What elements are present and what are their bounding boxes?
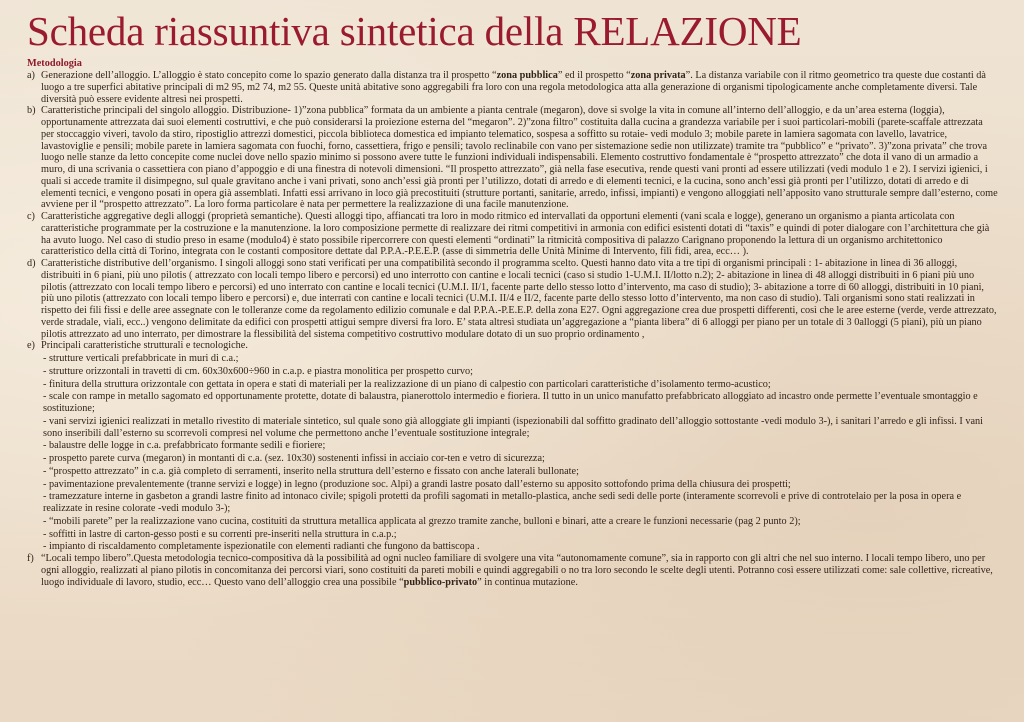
document-title: Scheda riassuntiva sintetica della RELAZIONE — [27, 8, 802, 54]
section-marker: a) — [27, 70, 35, 81]
emphasis-pubblico-privato: pubblico-privato — [403, 576, 478, 588]
section-e-intro: Principali caratteristiche strutturali e tecnologiche. — [41, 340, 248, 352]
text-run: ”. La distanza variabile con il ritmo geometrico tra queste due costanti dà luogo a tre superfici abitative principali di m2 95, m2 74, m2 55. Queste unità abitative sono aggregabili fra loro con una regola metodologica atta alla generazione di organismi tipologicamente anche completamente diversi. Tale diversità può essere evidente altresì nei prospetti. — [41, 70, 986, 105]
section-a — [27, 70, 998, 105]
list-item: - scale con rampe in metallo sagomato ed opportunamente protette, dotate di balaustra, pianerottolo intermedio e fioriera. Il tutto in un unico manufatto prefabbricato alloggiato ad incastro onde permette l’eventuale smontaggio e sostituzione; — [43, 391, 978, 414]
emphasis-zona-privata: zona privata — [630, 70, 686, 81]
section-heading: Metodologia — [27, 58, 82, 69]
list-item: - finitura della struttura orizzontale con gettata in opera e stati di materiali per la realizzazione di un piano di calpestio con particolari caratteristiche d’isolamento termo-acustico; — [43, 378, 771, 390]
emphasis-zona-pubblica: zona pubblica — [496, 70, 558, 81]
list-item: - tramezzature interne in gasbeton a grandi lastre finito ad intonaco civile; spigoli protetti da profili sagomati in metallo-plastica, anche sedi sedi delle porte (interamente scorrevoli e prive di controtelaio per la posa in opera e realizzate in resine colorate -vedi modulo 3-); — [43, 491, 962, 514]
text-run: ” in continua mutazione. — [477, 576, 578, 588]
text-run: ” ed il prospetto “ — [557, 70, 631, 81]
section-d-text: Caratteristiche distributive dell’organismo. I singoli alloggi sono stati verificati per una compatibilità secondo il programma scelto. Questi hanno dato vita a tre tipi di organismi principali : 1- abitazione in linea di 36 alloggi, distribuiti in 6 piani, più uno pilotis ( attrezzato con locali tempo libero e percorsi) ed uno interrotto con cantine e locali tecnici (caso si studio 1-U.M.I. II/lotto n.2); 2- abitazione in linea di 48 alloggi distribuiti in 6 piani più uno pilotis (attrezzato con locali tempo libero e percorsi) ed uno interrato con cantine e locali tecnici (U.M.I. II/1, facente parte dello stesso lotto d’intervento, ma caso di studio); 3- abitazione a torre di 60 alloggi, distribuiti in 10 piani, più uno pilotis (attrezzato con locali tempo libero e percorsi) e, due interrati con cantine e locali tecnici (U.M.I. II/4 e II/2, facente parte dello stesso lotto d’intervento, ma non caso di studio). Tali organismi sono stati realizzati in rispetto dei fili fissi e delle aree assegnate con le tolleranze come da regolamento edilizio comunale e dal P.P.A.-P.E.E.P. della zona E27. Ogni aggregazione crea due prospetti differenti, così che le aree esterne (verde, verde attrezzato, verde stradale, viali, ecc..) vengono delimitate da edifici con prospetti attigui sempre diversi fra loro. E’ stata altresì studiata un’aggregazione a “pianta libera” di 6 alloggi per piano per un totale di 3 0alloggi (5 piani), più un piano pilotis attrezzato ad uno interrato, per dimostrare la flessibilità del sistema competitivo costruttivo modulare dotato di un suo proprio ordinamento , — [41, 258, 997, 340]
list-item: - impianto di riscaldamento completamente ispezionatile con elementi radianti che fungono da battiscopa . — [43, 541, 480, 553]
section-b — [27, 105, 998, 211]
section-f-text — [41, 553, 993, 588]
list-item: - balaustre delle logge in c.a. prefabbricato formante sedili e fioriere; — [43, 440, 326, 452]
list-item: - vani servizi igienici realizzati in metallo rivestito di materiale sintetico, sul quale sono già alloggiate gli impianti (ispezionabili dal soffitto gradinato dell’alloggio sottostante -vedi modulo 3-), i sanitari l’arredo e gli infissi. I vani sono inseribili dall’esterno su scorrevoli compresi nel volume che permettono anche l’eventuale sostituzione integrale; — [43, 415, 984, 439]
list-item: - “prospetto attrezzato” in c.a. già completo di serramenti, inserito nella struttura dell’esterno e fissato con anche laterali bullonate; — [43, 465, 579, 477]
section-marker: c) — [27, 211, 35, 222]
list-item: - soffitti in lastre di carton-gesso posti e su correnti pre-inseriti nella struttura in c.a.p.; — [43, 528, 397, 540]
section-marker: e) — [27, 340, 35, 352]
section-d — [27, 258, 998, 340]
text-run: Generazione dell’alloggio. L’alloggio è stato concepito come lo spazio generato dalla distanza tra il prospetto “ — [41, 70, 497, 81]
list-item: - prospetto parete curva (megaron) in montanti di c.a. (sez. 10x30) sostenenti infissi in acciaio cor-ten e vetro di sicurezza; — [43, 453, 545, 464]
section-f — [27, 553, 998, 588]
section-b-text: Caratteristiche principali del singolo alloggio. Distribuzione- 1)”zona pubblica” formata da un ambiente a pianta centrale (megaron), dove si svolge la vita in comune all’interno dell’alloggio, e da un’area esterna (loggia), opportunamente attrezzata dai suoi elementi costruttivi, e che può considerarsi la proiezione esterna del “megaron”. 2)”zona filtro” costituita dalla cucina a grandezza variabile per i suoi particolari-mobili (parete-scaffale attrezzata per stoccaggio viveri, tavolo da stiro, ripostiglio attrezzi domestici, piccola biblioteca domestica ed impianto telematico, sospesa a soffitto su rotaie- vedi modulo 3; mobile parete in lamiera sagomata con lavello, lavatrice, lavastoviglie e pensili; mobile parete in lamiera sagomata con fuochi, forno, cassettiera, frigo e pensili; tavolo reclinabile con vano per sistemazione sedie non utilizzate) tramite tra “pubblico” e “privato”. 3)”zona privata” che trova luogo nelle stanze da letto concepite come nuclei dove nello spazio minimo si possono avere tutte le funzioni individuali indispensabili. Elemento costruttivo fondamentale è “prospetto attrezzato” che dota il vano di un armadio a muro, di una scrivania o cassettiera con piano d’appoggio e di una finestra di notevoli dimensioni. “Il prospetto attrezzato”, già nella fase esecutiva, rende questi vani pronti ad essere utilizzati (vedi modulo 1 e 2). I servizi igienici, i quali si accede tramite il disimpegno, sul quale gravitano anche i vani privati, sono anch’essi già pronti per l’utilizzo, dotati di arredo e di elementi tecnici, e la cucina, sono anch’essi già pronti per l’utilizzo, dotati di arredo e di elementi tecnici, e vengono posati in opera già assemblati. Infatti essi arrivano in loco già precostituiti (strutture portanti, sanitarie, arredo, infissi, impianti) e vengono alloggiati nell’apposito vano strutturale sempre dall’esterno, come avviene per il “prospetto attrezzato”. La loro forma particolare è nata per permettere la realizzazione di una facile manutenzione. — [41, 105, 998, 211]
section-a-text — [41, 70, 986, 105]
section-marker: d) — [27, 258, 36, 269]
section-marker: b) — [27, 105, 36, 117]
section-c-text: Caratteristiche aggregative degli alloggi (proprietà semantiche). Questi alloggi tipo, affiancati tra loro in modo ritmico ed intervallati da opportuni elementi (vani scala e logge), generano un organismo a pianta articolata con caratteristiche programmate per la costruzione e la manutenzione. la loro composizione permette di realizzare dei ritmi competitivi in armonia con edifici esistenti dotati di “taxis” e quindi di poter dialogare con l’architettura che già ha avuto luogo. Nel caso di studio preso in esame (modulo4) è stato possibile ripercorrere con questi elementi “ordinati” la ritmicità compositiva di palazzo Carignano proponendo la lettura di un organismo architettonico caratteristico della città di Torino, integrata con le costanti compositore dettate dal P.P.A.-P.E.E.P. (asse di simmetria delle Unità Minime di Intervento, filì fidi, area, ecc… ). — [41, 211, 990, 258]
section-c — [27, 211, 998, 258]
list-item: - strutture verticali prefabbricate in muri di c.a.; — [43, 353, 239, 364]
list-item: - pavimentazione prevalentemente (tranne servizi e logge) in legno (produzione soc. Alpi) a grandi lastre posato dall’esterno su apposito sottofondo prima della chiusura dei prospetti; — [43, 478, 791, 490]
text-run: “Locali tempo libero”.Questa metodologia tecnico-compositiva dà la possibilità ad ogni nucleo familiare di svolgere una vita “autonomamente comune”, sia in rapporto con gli altri che nel suo interno. I locali tempo libero, uno per ogni alloggio, realizzati al piano pilotis in concomitanza dei percorsi viari, sono costituiti da pareti mobili e quindi aggregabili o no tra loro secondo le scelte degli utenti. Potranno così essere utilizzati come: sale collettive, ricreative, luogo individuale di lavoro, studio, ecc… Questo vano dell’alloggio crea una possibile “ — [41, 553, 993, 588]
section-marker: f) — [27, 553, 34, 564]
section-e — [27, 340, 998, 553]
section-list — [27, 70, 998, 588]
list-item: - “mobili parete” per la realizzazione vano cucina, costituiti da struttura metallica applicata al grezzo tramite zanche, bulloni e binari, atte a creare le funzioni necessarie (pag 2 punto 2); — [43, 515, 801, 527]
list-item: - strutture orizzontali in travetti di cm. 60x30x600÷960 in c.a.p. e piastra monolitica per prospetto curvo; — [43, 365, 474, 377]
